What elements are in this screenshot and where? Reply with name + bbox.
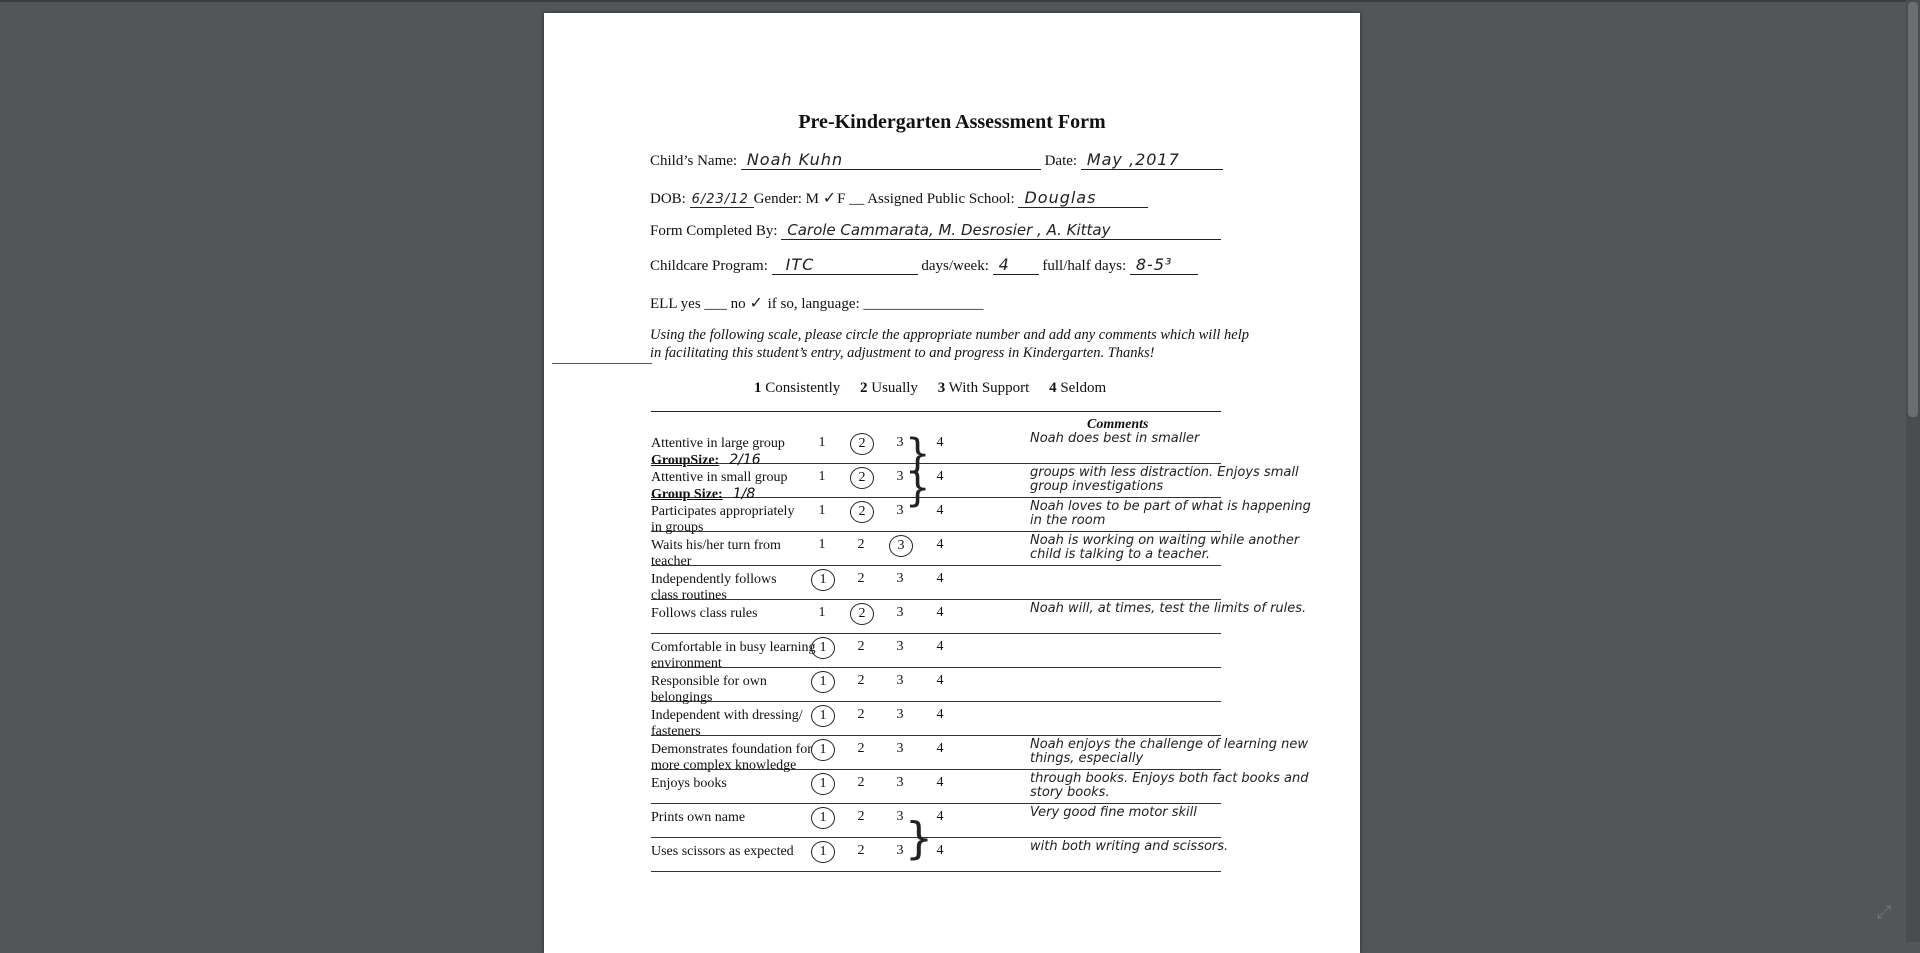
rating-option: 3 [896, 741, 904, 756]
group-size-value: 2/16 [729, 452, 761, 468]
rating-option: 4 [936, 809, 944, 824]
criterion-sublabel-text: environment [651, 656, 722, 671]
comments-header: Comments [1087, 417, 1149, 432]
circled-rating: 1 [811, 841, 835, 863]
criterion-label: Independently follows [651, 572, 777, 587]
school-value: Douglas [1024, 188, 1097, 207]
rating-option: 2 [857, 809, 865, 824]
table-row [651, 837, 1229, 872]
fullhalf-value: 8-5³ [1135, 255, 1173, 274]
program-label: Childcare Program: [650, 258, 768, 274]
circled-rating: 2 [850, 433, 874, 455]
circled-rating: 1 [811, 569, 835, 591]
viewer-top-edge [0, 0, 1920, 2]
handwritten-comment: with both writing and scissors. [1030, 839, 1229, 854]
criterion-label: Independent with dressing/ [651, 708, 803, 723]
rating-option: 1 [818, 435, 826, 450]
circled-rating: 2 [850, 467, 874, 489]
rating-option: 3 [896, 639, 904, 654]
criterion-sublabel-text: belongings [651, 690, 713, 705]
brace-icon: } [905, 465, 931, 511]
rating-option: 2 [857, 775, 865, 790]
circled-rating: 1 [811, 739, 835, 761]
program-value: ITC [785, 255, 815, 274]
criterion-sublabel-text: Group Size: [651, 487, 723, 502]
ell-label: ELL yes ___ no [650, 296, 746, 312]
completed-by-label: Form Completed By: [650, 223, 778, 239]
criterion-label: Attentive in small group [651, 470, 788, 485]
rating-option: 3 [896, 435, 904, 450]
rating-option: 4 [936, 775, 944, 790]
scale-1-label: Consistently [765, 380, 841, 396]
handwritten-comment: Noah loves to be part of what is happening in the room [1030, 499, 1311, 528]
table-row [651, 803, 1221, 838]
dob-label: DOB: [650, 191, 686, 207]
table-top-rule [651, 411, 1221, 412]
criterion-label: Follows class rules [651, 606, 758, 621]
rating-option: 4 [936, 843, 944, 858]
circled-rating: 1 [811, 773, 835, 795]
rating-option: 2 [857, 673, 865, 688]
rating-option: 3 [896, 707, 904, 722]
ell-check-icon: ✓ [749, 293, 764, 312]
days-label: days/week: [921, 258, 989, 274]
criterion-sublabel-text: class routines [651, 588, 727, 603]
rating-option: 4 [936, 537, 944, 552]
document-page [544, 13, 1360, 953]
rating-option: 4 [936, 639, 944, 654]
expand-icon[interactable]: ⤢ [1877, 902, 1892, 923]
rating-option: 4 [936, 707, 944, 722]
rating-option: 1 [818, 503, 826, 518]
criterion-label: Participates appropriately [651, 504, 795, 519]
criterion-sublabel-text: fasteners [651, 724, 701, 739]
circled-rating: 2 [850, 603, 874, 625]
rating-option: 1 [818, 605, 826, 620]
handwritten-comment: Very good fine motor skill [1030, 805, 1197, 820]
criterion-label: Comfortable in busy learning [651, 640, 816, 655]
handwritten-comment: groups with less distraction. Enjoys small group investigations [1030, 465, 1299, 494]
child-name-line [650, 150, 1223, 170]
rating-option: 3 [896, 503, 904, 518]
rating-option: 2 [857, 639, 865, 654]
table-row [651, 429, 1221, 468]
rating-option: 3 [896, 571, 904, 586]
fullhalf-label: full/half days: [1042, 258, 1127, 274]
criterion-label: Attentive in large group [651, 436, 785, 451]
ell-language: if so, language: ________________ [767, 296, 984, 312]
rating-option: 2 [857, 741, 865, 756]
rating-option: 3 [896, 673, 904, 688]
scale-2-label: Usually [871, 380, 918, 396]
circled-rating: 3 [889, 535, 913, 557]
rating-option: 2 [857, 571, 865, 586]
rating-option: 3 [896, 469, 904, 484]
handwritten-comment: through books. Enjoys both fact books and story books. [1030, 771, 1309, 800]
rating-option: 2 [857, 843, 865, 858]
rating-option: 2 [857, 707, 865, 722]
handwritten-comment: Noah will, at times, test the limits of rules. [1030, 601, 1307, 616]
date-label: Date: [1044, 153, 1078, 169]
table-row [651, 633, 1221, 671]
criterion-label: Responsible for own [651, 674, 767, 689]
criterion-label: Waits his/her turn from [651, 538, 781, 553]
rating-option: 4 [936, 605, 944, 620]
child-name-label: Child’s Name: [650, 153, 738, 169]
ell-line [650, 293, 983, 313]
scale-4-label: Seldom [1060, 380, 1107, 396]
completed-by-value: Carole Cammarata, M. Desrosier , A. Kittay [787, 221, 1111, 239]
table-row [651, 667, 1221, 705]
criterion-sublabel-text: teacher [651, 554, 692, 569]
rating-option: 4 [936, 435, 944, 450]
table-row [651, 531, 1300, 569]
rating-option: 4 [936, 503, 944, 518]
rating-option: 1 [818, 537, 826, 552]
scale-3-number: 3 [937, 380, 946, 396]
brace-icon: } [905, 431, 931, 477]
criterion-label: Uses scissors as expected [651, 844, 794, 859]
scale-2-number: 2 [860, 380, 868, 396]
scale-1-number: 1 [754, 380, 762, 396]
table-row [651, 701, 1221, 739]
criterion-label: Prints own name [651, 810, 746, 825]
dob-value: 6/23/12 [691, 192, 749, 207]
rating-scale [754, 380, 1106, 397]
brace-icon: } [905, 813, 933, 864]
scale-3-label: With Support [948, 380, 1030, 396]
dob-line [650, 188, 1148, 208]
scale-4-number: 4 [1049, 380, 1057, 396]
handwritten-comment: Noah enjoys the challenge of learning new things, especially [1030, 737, 1309, 766]
child-name-value: Noah Kuhn [746, 150, 844, 169]
criterion-sublabel-text: in groups [651, 520, 704, 535]
table-row [651, 497, 1311, 535]
rating-option: 1 [818, 469, 826, 484]
table-row [651, 735, 1309, 773]
rating-option: 3 [896, 605, 904, 620]
criterion-label: Enjoys books [651, 776, 727, 791]
circled-rating: 2 [850, 501, 874, 523]
school-label: Assigned Public School: [867, 191, 1015, 207]
rating-option: 4 [936, 741, 944, 756]
table-row [651, 565, 1221, 603]
criterion-label: Demonstrates foundation for [651, 742, 812, 757]
table-row [651, 599, 1307, 634]
completed-by-line [650, 223, 1221, 240]
table-row [651, 463, 1299, 502]
circled-rating: 1 [811, 671, 835, 693]
form-title: Pre-Kindergarten Assessment Form [798, 111, 1106, 133]
circled-rating: 1 [811, 637, 835, 659]
gender-f: F __ [837, 191, 865, 207]
rating-option: 3 [896, 843, 904, 858]
criterion-sublabel-text: more complex knowledge [651, 758, 797, 773]
group-size-value: 1/8 [732, 486, 756, 502]
criterion-sublabel-text: GroupSize: [651, 453, 720, 468]
circled-rating: 1 [811, 807, 835, 829]
rating-option: 3 [896, 775, 904, 790]
handwritten-comment: Noah is working on waiting while another child is talking to a teacher. [1030, 533, 1300, 562]
instructions: Using the following scale, please circle the appropriate number and add any comments which will help in facilitating this student’s entry, adjustment to and progress in Kindergarten. Thanks! [650, 327, 1249, 361]
scrollbar-thumb[interactable] [1908, 2, 1918, 417]
rating-option: 4 [936, 571, 944, 586]
gender-check-icon: ✓ [822, 188, 838, 207]
rating-option: 4 [936, 469, 944, 484]
gender-label: Gender: M [753, 191, 819, 207]
rating-option: 3 [896, 809, 904, 824]
date-value: May ,2017 [1086, 150, 1180, 169]
circled-rating: 1 [811, 705, 835, 727]
scan-artifact-line [552, 363, 652, 364]
table-row [651, 769, 1309, 804]
handwritten-comment: Noah does best in smaller [1030, 431, 1200, 446]
rating-option: 4 [936, 673, 944, 688]
rating-option: 2 [857, 537, 865, 552]
days-value: 4 [998, 255, 1010, 274]
childcare-line [650, 255, 1198, 275]
